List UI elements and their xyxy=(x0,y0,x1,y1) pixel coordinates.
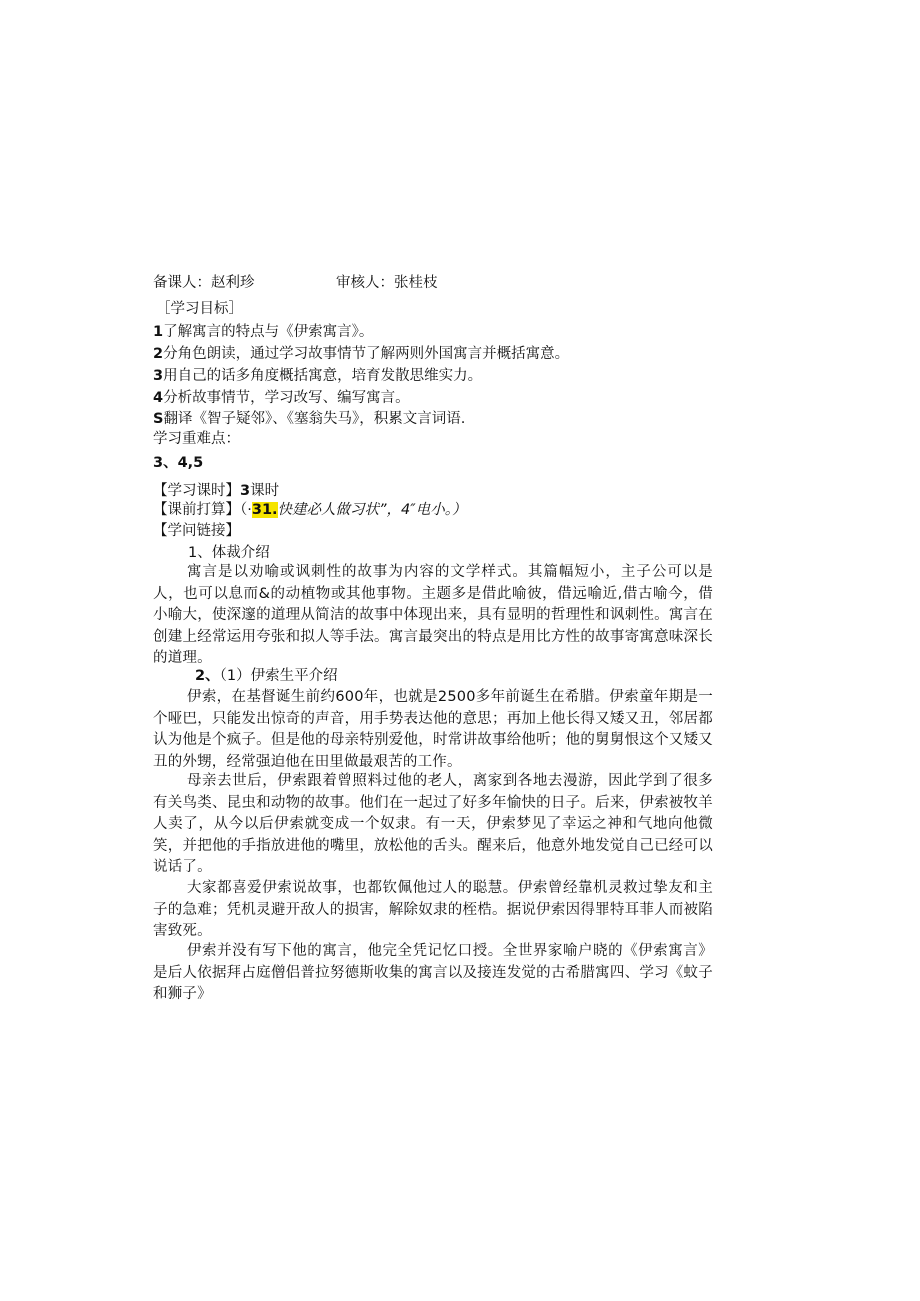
objective-item-4: 4分析故事情节，学习改写、编写寓言。 xyxy=(153,390,410,406)
key-points-value: 3、4,5 xyxy=(153,455,204,471)
objective-item-1: 1了解寓言的特点与《伊索寓言》。 xyxy=(153,324,374,340)
hours-line: 【学习课时】3课时 xyxy=(153,483,280,499)
preparer-text: 备课人：赵利珍 xyxy=(153,275,255,291)
section2-title: 2、（1）伊索生平介绍 xyxy=(195,668,338,684)
reviewer-line xyxy=(336,273,438,293)
objective-item-3: 3用自己的话多角度概括寓意，培育发散思维实力。 xyxy=(153,368,483,384)
objectives-heading: ［学习目标］ xyxy=(156,301,243,317)
links-heading: 【学问链接】 xyxy=(153,523,240,539)
key-points-heading: 学习重难点： xyxy=(153,431,240,447)
preview-line: 【课前打算】（·31.快建必人做习状”，4″电小。） xyxy=(153,502,467,518)
highlight-mark: 31. xyxy=(251,502,278,518)
aesop-paragraph-2: 母亲去世后，伊索跟着曾照料过他的老人，离家到各地去漫游，因此学到了很多有关鸟类、昆虫和动物的故事。他们在一起过了好多年愉快的日子。后来，伊索被牧羊人卖了，从今以后伊索就变成一个奴隶。有一天，伊索梦见了幸运之神和气地向他微笑，并把他的手指放进他的嘴里，放松他的舌头。醒来后，他意外地发觉自己已经可以说话了。 xyxy=(153,773,713,876)
section1-paragraph: 寓言是以劝喻或讽刺性的故事为内容的文学样式。其篇幅短小，主子公可以是人，也可以息而&的动植物或其他事物。主题多是借此喻彼，借远喻近,借古喻今，借小喻大，使深邃的道理从简洁的故事中体现出来，具有显明的哲理性和讽刺性。寓言在创建上经常运用夸张和拟人等手法。寓言最突出的特点是用比方性的故事寄寓意味深长的道理。 xyxy=(153,564,713,667)
objective-item-2: 2分角色朗读，通过学习故事情节了解两则外国寓言并概括寓意。 xyxy=(153,346,570,362)
aesop-paragraph-1: 伊索，在基督诞生前约600年，也就是2500多年前诞生在希腊。伊索童年期是一个哑巴，只能发出惊奇的声音，用手势表达他的意思；再加上他长得又矮又丑，邻居都认为他是个疯子。但是他的母亲特别爱他，时常讲故事给他听；他的舅舅恨这个又矮又丑的外甥，经常强迫他在田里做最艰苦的工作。 xyxy=(153,689,713,770)
section1-title: 1、体裁介绍 xyxy=(188,545,270,561)
objective-item-5: S翻译《智子疑邻》、《塞翁失马》，积累文言词语. xyxy=(153,411,466,427)
aesop-paragraph-4: 伊索并没有写下他的寓言，他完全凭记忆口授。全世界家喻户晓的《伊索寓言》是后人依据拜占庭僧侣普拉努德斯收集的寓言以及接连发觉的古希腊寓四、学习《蚊子和狮子》 xyxy=(153,943,713,1003)
reviewer-text: 审核人：张桂枝 xyxy=(336,275,438,291)
preparer-line xyxy=(153,273,255,293)
aesop-paragraph-3: 大家都喜爱伊索说故事，也都钦佩他过人的聪慧。伊索曾经靠机灵救过挚友和主子的急难；凭机灵避开敌人的损害，解除奴隶的桎梏。据说伊索因得罪特耳菲人而被陷害致死。 xyxy=(153,880,713,940)
